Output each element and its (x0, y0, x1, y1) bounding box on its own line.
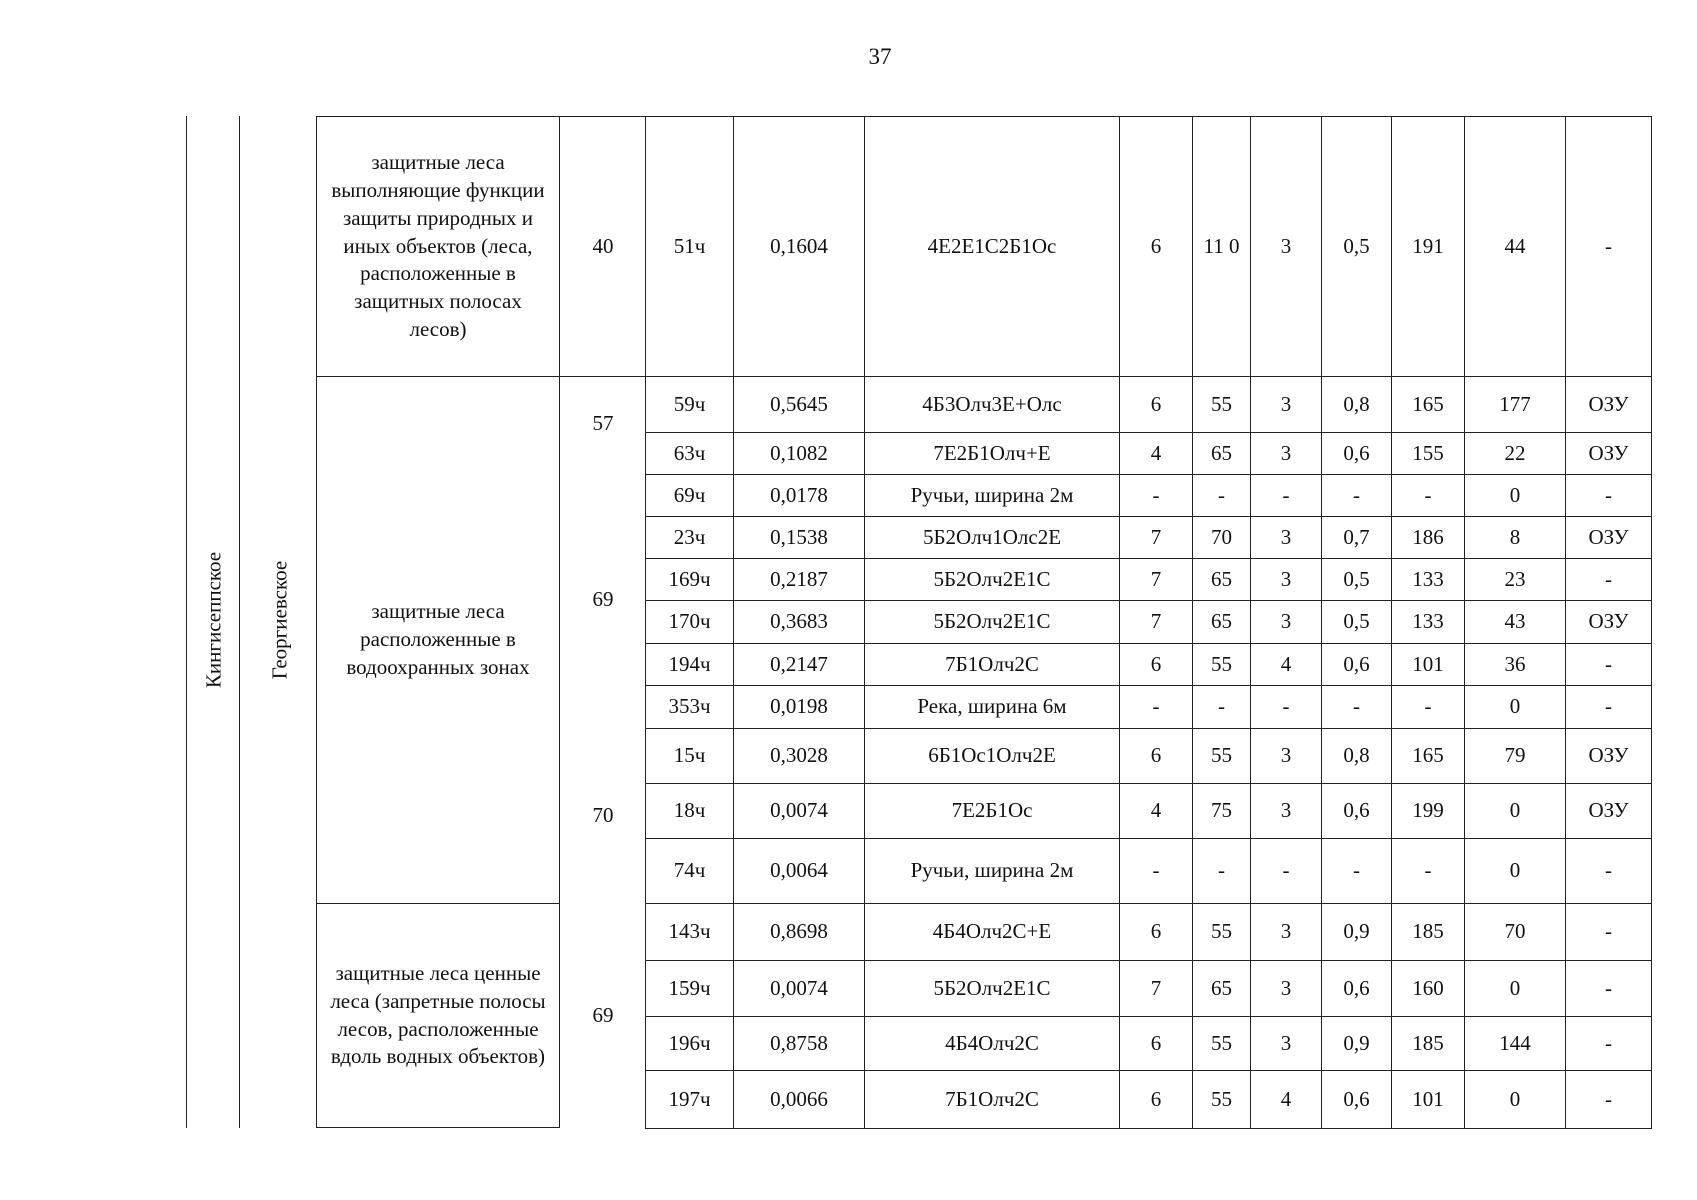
table-cell-compartment: 74ч (645, 838, 734, 904)
table-cell-age-class: 6 (1119, 1070, 1193, 1129)
table-cell-bonitet: 3 (1250, 1016, 1322, 1071)
category-cell: защитные леса выполняющие функции защиты природных и иных объектов (леса, расположенные в защитных полосах лесов) (316, 116, 560, 377)
table-cell-composition: 7Е2Б1Олч+Е (864, 432, 1120, 475)
table-cell-age: 65 (1192, 558, 1251, 601)
table-cell-age: 55 (1192, 643, 1251, 686)
table-cell-compartment: 194ч (645, 643, 734, 686)
table-cell-area: 0,1082 (733, 432, 865, 475)
table-cell-stock: 155 (1391, 432, 1465, 475)
table-cell-total-stock: 8 (1464, 516, 1566, 559)
table-cell-total-stock: 0 (1464, 838, 1566, 904)
table-cell-area: 0,2147 (733, 643, 865, 686)
table-cell-composition: 6Б1Ос1Олч2Е (864, 728, 1120, 784)
table-cell-age: 55 (1192, 376, 1251, 433)
table-cell-stock: 133 (1391, 600, 1465, 644)
table-cell-density: 0,6 (1321, 783, 1392, 839)
table-cell-notes: - (1565, 116, 1652, 377)
table-cell-age-class: 6 (1119, 116, 1193, 377)
table-cell-composition: 4Е2Е1С2Б1Ос (864, 116, 1120, 377)
table-cell-total-stock: 44 (1464, 116, 1566, 377)
table-cell-stock: 101 (1391, 1070, 1465, 1129)
table-cell-total-stock: 144 (1464, 1016, 1566, 1071)
table-cell-bonitet: 4 (1250, 643, 1322, 686)
table-cell-stock: 133 (1391, 558, 1465, 601)
table-cell-bonitet: 3 (1250, 728, 1322, 784)
table-cell-notes: - (1565, 903, 1652, 961)
table-cell-notes: ОЗУ (1565, 376, 1652, 433)
table-cell-age-class: - (1119, 474, 1193, 517)
table-cell-total-stock: 0 (1464, 783, 1566, 839)
table-cell-density: 0,8 (1321, 376, 1392, 433)
table-cell-composition: Река, ширина 6м (864, 685, 1120, 729)
table-cell-density: 0,7 (1321, 516, 1392, 559)
table-cell-area: 0,3028 (733, 728, 865, 784)
table-cell-total-stock: 70 (1464, 903, 1566, 961)
table-cell-notes: ОЗУ (1565, 728, 1652, 784)
table-cell-stock: 165 (1391, 376, 1465, 433)
table-cell-bonitet: 3 (1250, 516, 1322, 559)
table-cell-age-class: - (1119, 838, 1193, 904)
table-cell-total-stock: 36 (1464, 643, 1566, 686)
table-cell-notes: ОЗУ (1565, 516, 1652, 559)
table-cell-age: 55 (1192, 1070, 1251, 1129)
table-cell-stock: 186 (1391, 516, 1465, 559)
table-cell-compartment: 59ч (645, 376, 734, 433)
table-cell-age-class: 4 (1119, 783, 1193, 839)
table-cell-compartment: 197ч (645, 1070, 734, 1129)
table-cell-density: 0,5 (1321, 600, 1392, 644)
table-cell-bonitet: - (1250, 474, 1322, 517)
table-cell-density: 0,6 (1321, 960, 1392, 1017)
table-cell-density: 0,9 (1321, 1016, 1392, 1071)
table-cell-bonitet: 3 (1250, 600, 1322, 644)
page-number: 37 (868, 44, 892, 69)
table-cell-compartment: 159ч (645, 960, 734, 1017)
table-cell-density: 0,6 (1321, 643, 1392, 686)
table-cell-age-class: 7 (1119, 960, 1193, 1017)
table-cell-stock: - (1391, 685, 1465, 729)
table-cell-composition: 5Б2Олч2Е1С (864, 960, 1120, 1017)
table-cell-bonitet: - (1250, 685, 1322, 729)
table-cell-area: 0,1604 (733, 116, 865, 377)
table-cell-density: 0,9 (1321, 903, 1392, 961)
table-cell-stock: 160 (1391, 960, 1465, 1017)
table-cell-composition: 5Б2Олч2Е1С (864, 558, 1120, 601)
table-cell-density: - (1321, 838, 1392, 904)
table-cell-total-stock: 0 (1464, 474, 1566, 517)
table-cell-total-stock: 0 (1464, 685, 1566, 729)
table-cell-composition: 4Б4Олч2С+Е (864, 903, 1120, 961)
left-border-line-2 (239, 116, 240, 1128)
table-cell-compartment: 23ч (645, 516, 734, 559)
table-cell-composition: 7Б1Олч2С (864, 643, 1120, 686)
left-border-line-1 (186, 116, 187, 1128)
quarter-cell: 57 (592, 410, 614, 435)
table-cell-stock: 185 (1391, 903, 1465, 961)
table-cell-density: 0,5 (1321, 558, 1392, 601)
table-cell-stock: - (1391, 474, 1465, 517)
table-cell-composition: 7Б1Олч2С (864, 1070, 1120, 1129)
table-cell-age-class: 6 (1119, 643, 1193, 686)
table-cell-total-stock: 22 (1464, 432, 1566, 475)
table-cell-total-stock: 177 (1464, 376, 1566, 433)
table-cell-compartment: 15ч (645, 728, 734, 784)
table-cell-compartment: 143ч (645, 903, 734, 961)
table-cell-age-class: - (1119, 685, 1193, 729)
table-cell-compartment: 353ч (645, 685, 734, 729)
table-cell-age-class: 4 (1119, 432, 1193, 475)
table-cell-notes: - (1565, 960, 1652, 1017)
table-cell-area: 0,0064 (733, 838, 865, 904)
table-cell-compartment: 51ч (645, 116, 734, 377)
table-cell-notes: - (1565, 1070, 1652, 1129)
table-cell-age: 65 (1192, 600, 1251, 644)
table-cell-area: 0,1538 (733, 516, 865, 559)
table-cell-composition: Ручьи, ширина 2м (864, 838, 1120, 904)
table-cell-notes: ОЗУ (1565, 432, 1652, 475)
table-cell-age-class: 7 (1119, 600, 1193, 644)
table-cell-area: 0,0074 (733, 960, 865, 1017)
table-cell-bonitet: 3 (1250, 558, 1322, 601)
table-cell-composition: 5Б2Олч2Е1С (864, 600, 1120, 644)
table-cell-age: 55 (1192, 728, 1251, 784)
table-cell-bonitet: 3 (1250, 376, 1322, 433)
table-cell-density: - (1321, 685, 1392, 729)
quarter-cell: 69 (592, 586, 614, 611)
table-cell-bonitet: 4 (1250, 1070, 1322, 1129)
quarter-cell: 40 (559, 116, 647, 377)
table-cell-density: - (1321, 474, 1392, 517)
table-cell-notes: - (1565, 685, 1652, 729)
table-cell-stock: 199 (1391, 783, 1465, 839)
table-cell-bonitet: 3 (1250, 116, 1322, 377)
table-cell-area: 0,2187 (733, 558, 865, 601)
table-cell-area: 0,0066 (733, 1070, 865, 1129)
table-cell-age: 75 (1192, 783, 1251, 839)
forestry-label: Кингисеппское (201, 551, 226, 689)
table-cell-age: 55 (1192, 903, 1251, 961)
table-cell-compartment: 170ч (645, 600, 734, 644)
table-cell-notes: - (1565, 838, 1652, 904)
table-cell-stock: 101 (1391, 643, 1465, 686)
table-cell-composition: 5Б2Олч1Олс2Е (864, 516, 1120, 559)
table-cell-compartment: 169ч (645, 558, 734, 601)
table-cell-total-stock: 23 (1464, 558, 1566, 601)
table-cell-age-class: 6 (1119, 903, 1193, 961)
table-cell-composition: 4Б4Олч2С (864, 1016, 1120, 1071)
table-cell-notes: ОЗУ (1565, 600, 1652, 644)
table-cell-composition: Ручьи, ширина 2м (864, 474, 1120, 517)
table-cell-notes: - (1565, 558, 1652, 601)
table-cell-age-class: 7 (1119, 558, 1193, 601)
table-cell-density: 0,6 (1321, 1070, 1392, 1129)
table-cell-notes: - (1565, 474, 1652, 517)
table-cell-area: 0,8698 (733, 903, 865, 961)
table-cell-notes: ОЗУ (1565, 783, 1652, 839)
table-cell-area: 0,0074 (733, 783, 865, 839)
table-cell-compartment: 18ч (645, 783, 734, 839)
table-cell-composition: 7Е2Б1Ос (864, 783, 1120, 839)
table-cell-area: 0,8758 (733, 1016, 865, 1071)
table-cell-bonitet: - (1250, 838, 1322, 904)
table-cell-age: - (1192, 685, 1251, 729)
table-cell-age: 55 (1192, 1016, 1251, 1071)
table-cell-age: - (1192, 838, 1251, 904)
table-cell-age-class: 6 (1119, 376, 1193, 433)
district-forestry-label: Георгиевское (267, 560, 292, 680)
table-cell-compartment: 69ч (645, 474, 734, 517)
table-cell-age: - (1192, 474, 1251, 517)
table-cell-bonitet: 3 (1250, 432, 1322, 475)
table-cell-age-class: 7 (1119, 516, 1193, 559)
table-cell-bonitet: 3 (1250, 783, 1322, 839)
table-cell-total-stock: 79 (1464, 728, 1566, 784)
table-cell-total-stock: 0 (1464, 1070, 1566, 1129)
table-cell-total-stock: 43 (1464, 600, 1566, 644)
table-cell-age: 70 (1192, 516, 1251, 559)
table-cell-composition: 4Б3Олч3Е+Олс (864, 376, 1120, 433)
table-cell-notes: - (1565, 643, 1652, 686)
table-cell-density: 0,8 (1321, 728, 1392, 784)
table-cell-age: 11 0 (1192, 116, 1251, 377)
table-cell-age-class: 6 (1119, 1016, 1193, 1071)
table-cell-area: 0,0198 (733, 685, 865, 729)
table-cell-bonitet: 3 (1250, 903, 1322, 961)
table-cell-density: 0,6 (1321, 432, 1392, 475)
table-cell-stock: 185 (1391, 1016, 1465, 1071)
table-cell-stock: 191 (1391, 116, 1465, 377)
table-cell-area: 0,0178 (733, 474, 865, 517)
table-cell-stock: 165 (1391, 728, 1465, 784)
table-cell-area: 0,3683 (733, 600, 865, 644)
category-cell: защитные леса ценные леса (запретные полосы лесов, расположенные вдоль водных объектов) (316, 903, 560, 1128)
table-cell-bonitet: 3 (1250, 960, 1322, 1017)
table-cell-stock: - (1391, 838, 1465, 904)
table-cell-area: 0,5645 (733, 376, 865, 433)
table-cell-notes: - (1565, 1016, 1652, 1071)
category-cell: защитные леса расположенные в водоохранных зонах (316, 376, 560, 904)
table-cell-age: 65 (1192, 960, 1251, 1017)
table-cell-density: 0,5 (1321, 116, 1392, 377)
quarter-cell: 69 (592, 1002, 614, 1027)
table-cell-age-class: 6 (1119, 728, 1193, 784)
quarter-cell: 70 (592, 803, 614, 828)
table-cell-total-stock: 0 (1464, 960, 1566, 1017)
table-cell-compartment: 63ч (645, 432, 734, 475)
table-cell-age: 65 (1192, 432, 1251, 475)
table-cell-compartment: 196ч (645, 1016, 734, 1071)
